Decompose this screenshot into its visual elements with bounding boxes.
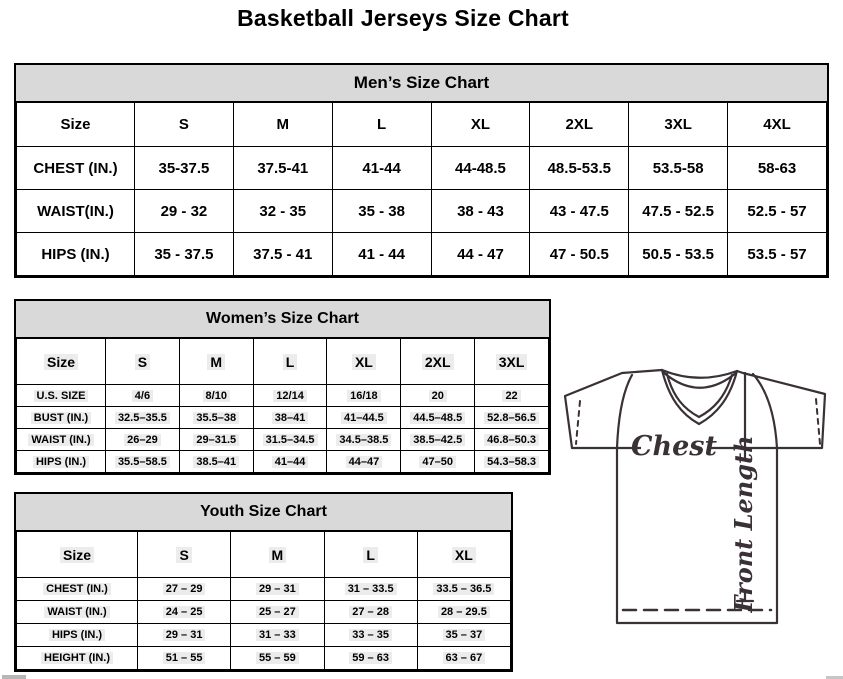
cell bbox=[231, 601, 324, 624]
column-header-text: M bbox=[207, 354, 225, 370]
chest-label: Chest bbox=[631, 431, 717, 462]
cell-text: 34.5–38.5 bbox=[336, 434, 391, 446]
cell: 37.5-41 bbox=[233, 147, 332, 190]
cell: 52.5 - 57 bbox=[728, 190, 827, 233]
column-header bbox=[17, 339, 106, 385]
cell bbox=[253, 407, 327, 429]
table-row bbox=[17, 624, 511, 647]
table-row bbox=[17, 601, 511, 624]
cell bbox=[324, 647, 417, 670]
cell: 37.5 - 41 bbox=[233, 233, 332, 276]
table-row bbox=[17, 407, 549, 429]
womens-size-grid bbox=[16, 338, 549, 473]
cell-text: 44–47 bbox=[346, 456, 383, 468]
cell: 53.5 - 57 bbox=[728, 233, 827, 276]
row-label bbox=[17, 578, 138, 601]
page-title: Basketball Jerseys Size Chart bbox=[237, 5, 569, 31]
youth-size-table bbox=[14, 492, 513, 672]
cell: 47.5 - 52.5 bbox=[629, 190, 728, 233]
row-label bbox=[17, 407, 106, 429]
column-header-text: S bbox=[176, 547, 191, 563]
cell bbox=[231, 647, 324, 670]
cell: 58-63 bbox=[728, 147, 827, 190]
column-header-text: XL bbox=[452, 547, 476, 563]
cell bbox=[475, 429, 549, 451]
column-header: M bbox=[233, 103, 332, 147]
cell bbox=[417, 601, 510, 624]
cell bbox=[417, 578, 510, 601]
cell-text: 63 – 67 bbox=[443, 652, 486, 664]
cell bbox=[179, 407, 253, 429]
cell: 38 - 43 bbox=[431, 190, 530, 233]
column-header-text: 3XL bbox=[496, 354, 528, 370]
cell bbox=[327, 385, 401, 407]
cell bbox=[138, 601, 231, 624]
cell-text: 59 – 63 bbox=[349, 652, 392, 664]
womens-size-table bbox=[14, 299, 551, 475]
cell-text: 47–50 bbox=[419, 456, 456, 468]
cell: 35 - 38 bbox=[332, 190, 431, 233]
cell-text: 20 bbox=[429, 390, 447, 402]
cell: 41 - 44 bbox=[332, 233, 431, 276]
youth-table-title: Youth Size Chart bbox=[16, 494, 511, 531]
cell bbox=[106, 451, 180, 473]
cell: 35 - 37.5 bbox=[135, 233, 234, 276]
column-header-text: M bbox=[269, 547, 287, 563]
scrollbar-thumb-fragment-left[interactable] bbox=[2, 675, 26, 679]
cell: 44-48.5 bbox=[431, 147, 530, 190]
column-header-text: L bbox=[283, 354, 298, 370]
cell bbox=[401, 451, 475, 473]
cell-text: 31 – 33.5 bbox=[345, 583, 397, 595]
cell-text: 29 – 31 bbox=[163, 629, 206, 641]
column-header: 4XL bbox=[728, 103, 827, 147]
cell bbox=[324, 601, 417, 624]
cell-text: 38.5–42.5 bbox=[410, 434, 465, 446]
row-label-text: U.S. SIZE bbox=[34, 390, 89, 402]
cell-text: 33.5 – 36.5 bbox=[433, 583, 494, 595]
cell bbox=[106, 407, 180, 429]
row-label bbox=[17, 385, 106, 407]
cell-text: 33 – 35 bbox=[349, 629, 392, 641]
cell-text: 54.3–58.3 bbox=[484, 456, 539, 468]
column-header bbox=[401, 339, 475, 385]
cell bbox=[475, 385, 549, 407]
cell bbox=[253, 385, 327, 407]
table-row bbox=[17, 451, 549, 473]
cell: 48.5-53.5 bbox=[530, 147, 629, 190]
cell-text: 41–44.5 bbox=[341, 412, 387, 424]
table-row bbox=[17, 578, 511, 601]
youth-size-grid bbox=[16, 531, 511, 670]
row-label-text: WAIST (IN.) bbox=[28, 434, 93, 446]
cell-text: 29 – 31 bbox=[256, 583, 299, 595]
cell-text: 25 – 27 bbox=[256, 606, 299, 618]
header-row bbox=[17, 339, 549, 385]
column-header bbox=[231, 532, 324, 578]
cell bbox=[179, 451, 253, 473]
column-header: 2XL bbox=[530, 103, 629, 147]
mens-size-table bbox=[14, 63, 829, 278]
column-header bbox=[327, 339, 401, 385]
cell bbox=[106, 385, 180, 407]
cell bbox=[324, 624, 417, 647]
cell-text: 27 – 28 bbox=[349, 606, 392, 618]
cell bbox=[231, 624, 324, 647]
row-label bbox=[17, 624, 138, 647]
cell bbox=[327, 429, 401, 451]
jersey-outline bbox=[565, 370, 825, 623]
cell: 53.5-58 bbox=[629, 147, 728, 190]
column-header bbox=[179, 339, 253, 385]
cell bbox=[253, 451, 327, 473]
column-header bbox=[253, 339, 327, 385]
cell bbox=[138, 578, 231, 601]
mens-table-title: Men’s Size Chart bbox=[16, 65, 827, 102]
cell-text: 35 – 37 bbox=[443, 629, 486, 641]
cell-text: 52.8–56.5 bbox=[484, 412, 539, 424]
column-header-text: Size bbox=[60, 547, 94, 563]
row-label: HIPS (IN.) bbox=[17, 233, 135, 276]
row-label bbox=[17, 647, 138, 670]
table-row bbox=[17, 647, 511, 670]
table-row bbox=[17, 147, 827, 190]
column-header-text: Size bbox=[44, 354, 78, 370]
row-label-text: CHEST (IN.) bbox=[43, 583, 111, 595]
cell-text: 26–29 bbox=[124, 434, 161, 446]
header-row bbox=[17, 532, 511, 578]
column-header: XL bbox=[431, 103, 530, 147]
mens-size-grid bbox=[16, 102, 827, 276]
cell-text: 31.5–34.5 bbox=[263, 434, 318, 446]
cell bbox=[106, 429, 180, 451]
cell bbox=[179, 385, 253, 407]
cell bbox=[475, 407, 549, 429]
cell-text: 44.5–48.5 bbox=[410, 412, 465, 424]
cell-text: 38–41 bbox=[272, 412, 309, 424]
cell: 41-44 bbox=[332, 147, 431, 190]
row-label-text: HEIGHT (IN.) bbox=[41, 652, 113, 664]
cell-text: 16/18 bbox=[347, 390, 381, 402]
cell-text: 27 – 29 bbox=[163, 583, 206, 595]
cell bbox=[324, 578, 417, 601]
cell: 35-37.5 bbox=[135, 147, 234, 190]
row-label: WAIST(IN.) bbox=[17, 190, 135, 233]
column-header: L bbox=[332, 103, 431, 147]
table-row bbox=[17, 190, 827, 233]
cell bbox=[138, 647, 231, 670]
column-header bbox=[417, 532, 510, 578]
cell bbox=[327, 407, 401, 429]
cell-text: 41–44 bbox=[272, 456, 309, 468]
column-header bbox=[138, 532, 231, 578]
column-header: 3XL bbox=[629, 103, 728, 147]
jersey-diagram bbox=[555, 358, 843, 658]
cell-text: 28 – 29.5 bbox=[438, 606, 490, 618]
table-row bbox=[17, 233, 827, 276]
cell bbox=[417, 624, 510, 647]
cell-text: 29–31.5 bbox=[193, 434, 239, 446]
cell bbox=[401, 385, 475, 407]
column-header bbox=[106, 339, 180, 385]
column-header-text: L bbox=[363, 547, 378, 563]
cell-text: 12/14 bbox=[273, 390, 307, 402]
cell-text: 46.8–50.3 bbox=[484, 434, 539, 446]
cell-text: 22 bbox=[502, 390, 520, 402]
cell: 44 - 47 bbox=[431, 233, 530, 276]
row-label-text: HIPS (IN.) bbox=[33, 456, 89, 468]
cell-text: 4/6 bbox=[132, 390, 153, 402]
cell: 50.5 - 53.5 bbox=[629, 233, 728, 276]
column-header: S bbox=[135, 103, 234, 147]
cell: 43 - 47.5 bbox=[530, 190, 629, 233]
column-header bbox=[17, 532, 138, 578]
cell bbox=[475, 451, 549, 473]
cell-text: 32.5–35.5 bbox=[115, 412, 170, 424]
cell bbox=[253, 429, 327, 451]
cell-text: 35.5–58.5 bbox=[115, 456, 170, 468]
front-length-label: Front Length bbox=[729, 435, 758, 613]
column-header-text: 2XL bbox=[422, 354, 454, 370]
row-label bbox=[17, 451, 106, 473]
row-label-text: BUST (IN.) bbox=[31, 412, 91, 424]
table-row bbox=[17, 429, 549, 451]
cell-text: 35.5–38 bbox=[193, 412, 239, 424]
column-header bbox=[475, 339, 549, 385]
cell-text: 51 – 55 bbox=[163, 652, 206, 664]
cell: 47 - 50.5 bbox=[530, 233, 629, 276]
row-label-text: HIPS (IN.) bbox=[49, 629, 105, 641]
cell bbox=[417, 647, 510, 670]
cell: 32 - 35 bbox=[233, 190, 332, 233]
row-label bbox=[17, 601, 138, 624]
table-row bbox=[17, 385, 549, 407]
row-label bbox=[17, 429, 106, 451]
womens-table-title: Women’s Size Chart bbox=[16, 301, 549, 338]
cell-text: 38.5–41 bbox=[193, 456, 239, 468]
cell: 29 - 32 bbox=[135, 190, 234, 233]
header-row bbox=[17, 103, 827, 147]
cell bbox=[401, 429, 475, 451]
column-header-text: S bbox=[135, 354, 150, 370]
cell bbox=[327, 451, 401, 473]
cell-text: 31 – 33 bbox=[256, 629, 299, 641]
cell bbox=[401, 407, 475, 429]
column-header: Size bbox=[17, 103, 135, 147]
cell bbox=[231, 578, 324, 601]
cell-text: 55 – 59 bbox=[256, 652, 299, 664]
row-label-text: WAIST (IN.) bbox=[44, 606, 109, 618]
cell bbox=[138, 624, 231, 647]
cell-text: 24 – 25 bbox=[163, 606, 206, 618]
column-header-text: XL bbox=[352, 354, 376, 370]
cell bbox=[179, 429, 253, 451]
row-label: CHEST (IN.) bbox=[17, 147, 135, 190]
cell-text: 8/10 bbox=[203, 390, 230, 402]
column-header bbox=[324, 532, 417, 578]
